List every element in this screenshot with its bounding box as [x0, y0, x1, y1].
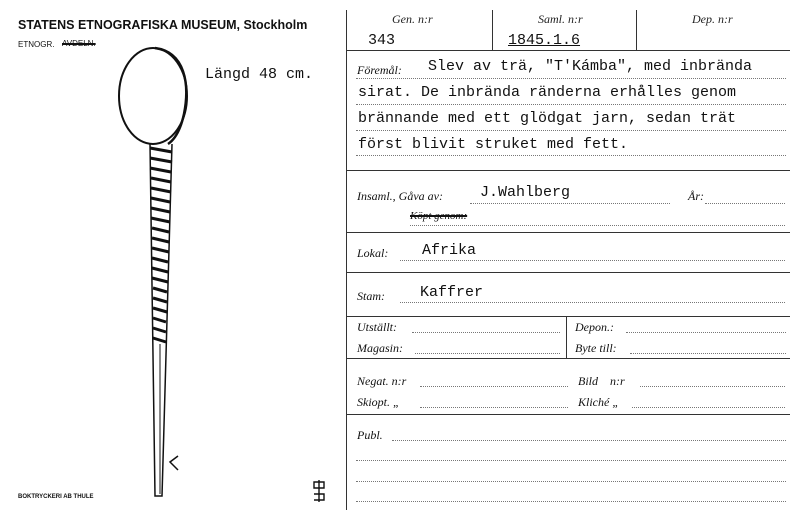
- object-label: Föremål:: [357, 63, 402, 77]
- exchange-label: Byte till:: [575, 341, 617, 355]
- dotted-line: [420, 407, 568, 408]
- exhibited-label: Utställt:: [357, 320, 398, 334]
- exhibit-rule: [346, 358, 790, 359]
- dotted-line: [392, 440, 786, 441]
- dotted-line: [410, 225, 785, 226]
- spoon-illustration: [110, 44, 210, 504]
- dotted-line: [470, 203, 670, 204]
- dotted-line: [705, 203, 785, 204]
- tribe-rule: [346, 316, 790, 317]
- photo-rule: [346, 414, 790, 415]
- ethno-struck-text: AVDELN.: [62, 39, 96, 48]
- dotted-line: [356, 104, 786, 105]
- tribe-label: Stam:: [357, 289, 385, 303]
- collection-rule: [346, 232, 790, 233]
- magazine-label: Magasin:: [357, 341, 403, 355]
- stamp-mark: [310, 478, 330, 504]
- gen-number-label: Gen. n:r: [392, 12, 433, 26]
- gen-number-value: 343: [368, 32, 396, 49]
- locale-rule: [346, 272, 790, 273]
- dotted-line: [356, 78, 786, 79]
- exhibit-divider: [566, 316, 567, 358]
- dotted-line: [400, 260, 785, 261]
- header-divider-1: [492, 10, 493, 50]
- dotted-line: [356, 460, 786, 461]
- locale-label: Lokal:: [357, 246, 389, 260]
- depon-label: Depon.:: [575, 320, 614, 334]
- object-line-3: brännande med ett glödgat jarn, sedan trät: [358, 110, 737, 127]
- struck-text: Köpt genom:: [410, 210, 468, 222]
- negative-label: Negat. n:r: [357, 374, 407, 388]
- cliche-label: Kliché „: [578, 395, 619, 409]
- slide-label: Skiopt. „: [357, 395, 400, 409]
- year-label: År:: [688, 189, 704, 203]
- header-rule: [346, 50, 790, 51]
- dotted-line: [356, 130, 786, 131]
- saml-number-value: 1845.1.6: [508, 32, 581, 49]
- object-rule: [346, 170, 790, 171]
- picture-label: Bild n:r: [578, 374, 625, 388]
- object-line-4: först blivit struket med fett.: [358, 136, 629, 153]
- dotted-line: [420, 386, 568, 387]
- dotted-line: [356, 155, 786, 156]
- locale-value: Afrika: [422, 242, 477, 259]
- printer-credit: BOKTRYCKERI AB THULE: [18, 494, 94, 500]
- object-line-2: sirat. De inbrända ränderna erhålles genom: [358, 84, 737, 101]
- saml-number-label: Saml. n:r: [538, 12, 583, 26]
- tribe-value: Kaffrer: [420, 284, 484, 301]
- dotted-line: [626, 332, 786, 333]
- card-divider: [346, 10, 347, 510]
- dotted-line: [412, 332, 560, 333]
- object-line-1: Slev av trä, "T'Kámba", med inbrända: [428, 58, 753, 75]
- dep-number-label: Dep. n:r: [692, 12, 733, 26]
- dotted-line: [356, 481, 786, 482]
- collection-label: Insaml., Gåva av:: [357, 189, 443, 203]
- dotted-line: [632, 407, 785, 408]
- museum-name: STATENS ETNOGRAFISKA MUSEUM, Stockholm: [18, 18, 308, 32]
- dotted-line: [400, 302, 785, 303]
- header-divider-2: [636, 10, 637, 50]
- dotted-line: [356, 501, 786, 502]
- dotted-line: [415, 353, 560, 354]
- dotted-line: [640, 386, 785, 387]
- collection-value: J.Wahlberg: [480, 184, 571, 201]
- ethno-label: ETNOGR.: [18, 40, 55, 49]
- publication-label: Publ.: [357, 428, 383, 442]
- length-text: Längd 48 cm.: [205, 66, 314, 83]
- dotted-line: [630, 353, 786, 354]
